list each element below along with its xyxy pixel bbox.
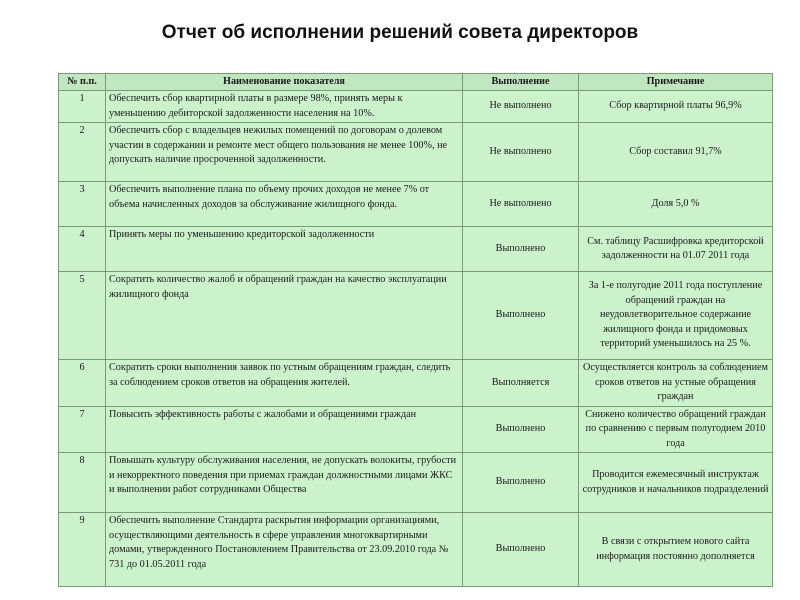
row-exec: Выполняется [463, 360, 579, 407]
row-name: Обеспечить выполнение плана по объему прочих доходов не менее 7% от объема начисленных доходов за обслуживание жилищного фонда. [106, 182, 463, 227]
row-name: Повышать культуру обслуживания населения, не допускать волокиты, грубости и некорректного поведения при приемах граждан должностными лицами ЖКС и выполнении работ сотрудниками Общества [106, 453, 463, 513]
row-num: 5 [59, 272, 106, 360]
row-name: Сократить количество жалоб и обращений граждан на качество эксплуатации жилищного фонда [106, 272, 463, 360]
table-row [59, 91, 773, 123]
table-row [59, 123, 773, 182]
table-row [59, 227, 773, 272]
row-exec: Выполнено [463, 453, 579, 513]
table-header-row [59, 74, 773, 91]
row-exec: Выполнено [463, 406, 579, 453]
table-row [59, 182, 773, 227]
table-row [59, 360, 773, 407]
row-name: Сократить сроки выполнения заявок по устным обращениям граждан, следить за соблюдением сроков ответов на обращения жителей. [106, 360, 463, 407]
table-row [59, 272, 773, 360]
row-exec: Не выполнено [463, 123, 579, 182]
row-note: Осуществляется контроль за соблюдением сроков ответов на устные обращения граждан [579, 360, 773, 407]
row-num: 1 [59, 91, 106, 123]
row-note: В связи с открытием нового сайта информация постоянно дополняется [579, 513, 773, 587]
row-exec: Выполнено [463, 272, 579, 360]
row-exec: Выполнено [463, 227, 579, 272]
header-num: № п.п. [59, 74, 106, 91]
row-note: Сбор составил 91,7% [579, 123, 773, 182]
row-name: Обеспечить сбор квартирной платы в размере 98%, принять меры к уменьшению дебиторской задолженности населения на 10%. [106, 91, 463, 123]
row-note: Снижено количество обращений граждан по сравнению с первым полугодием 2010 года [579, 406, 773, 453]
row-num: 8 [59, 453, 106, 513]
row-note: Сбор квартирной платы 96,9% [579, 91, 773, 123]
row-num: 3 [59, 182, 106, 227]
row-num: 9 [59, 513, 106, 587]
row-name: Повысить эффективность работы с жалобами и обращениями граждан [106, 406, 463, 453]
row-note: За 1-е полугодие 2011 года поступление обращений граждан на неудовлетворительное содержание жилищного фонда и придомовых территорий уменьшилось на 25 %. [579, 272, 773, 360]
table-row [59, 513, 773, 587]
row-exec: Не выполнено [463, 182, 579, 227]
row-exec: Не выполнено [463, 91, 579, 123]
row-name: Обеспечить выполнение Стандарта раскрытия информации организациями, осуществляющими деятельность в сфере управления многоквартирными домами, утвержденного Постановлением Правительства от 23.09.2010 года № 731 до 01.05.2011 года [106, 513, 463, 587]
row-name: Обеспечить сбор с владельцев нежилых помещений по договорам о долевом участии в содержании и ремонте мест общего пользования не менее 100%, не допускать наличие просроченной задолженности. [106, 123, 463, 182]
header-note: Примечание [579, 74, 773, 91]
row-note: Доля 5,0 % [579, 182, 773, 227]
row-num: 2 [59, 123, 106, 182]
header-exec: Выполнение [463, 74, 579, 91]
row-note: Проводится ежемесячный инструктаж сотрудников и начальников подразделений [579, 453, 773, 513]
table-row [59, 453, 773, 513]
report-table [58, 73, 773, 587]
row-exec: Выполнено [463, 513, 579, 587]
row-num: 6 [59, 360, 106, 407]
table-row [59, 406, 773, 453]
row-note: См. таблицу Расшифровка кредиторской задолженности на 01.07 2011 года [579, 227, 773, 272]
row-num: 7 [59, 406, 106, 453]
header-name: Наименование показателя [106, 74, 463, 91]
row-name: Принять меры по уменьшению кредиторской задолженности [106, 227, 463, 272]
page-title: Отчет об исполнении решений совета директоров [161, 22, 639, 43]
row-num: 4 [59, 227, 106, 272]
